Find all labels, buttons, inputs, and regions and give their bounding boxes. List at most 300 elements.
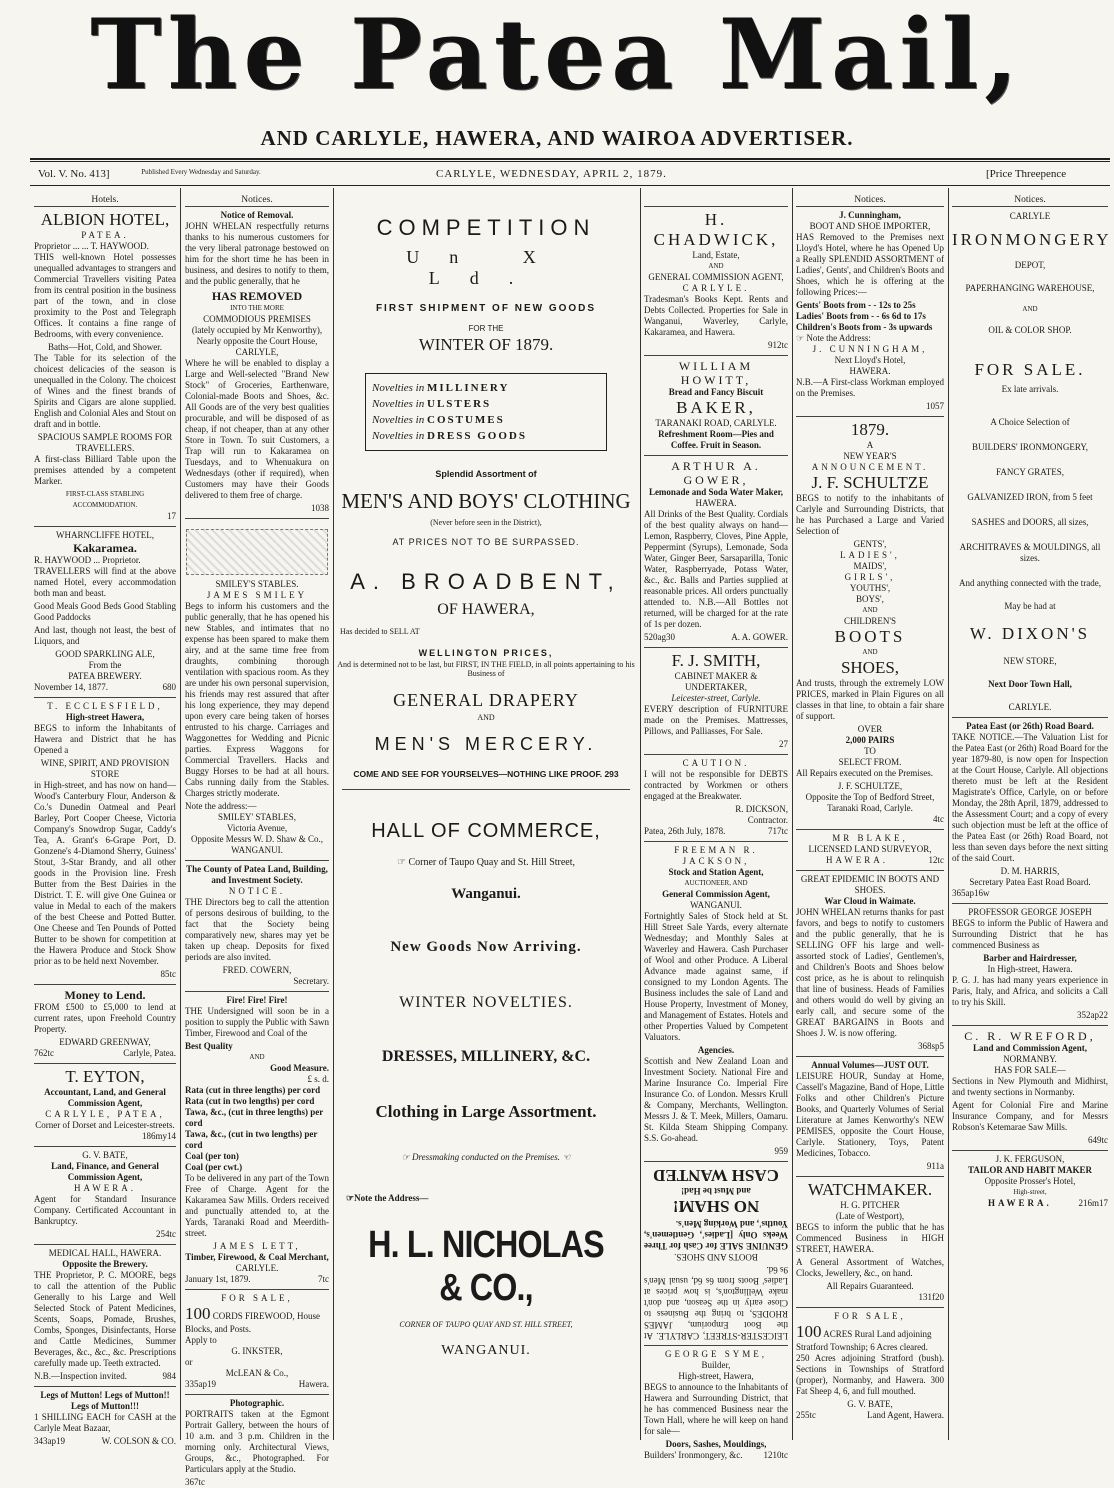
divider (796, 870, 944, 871)
broadbent-heading: A. BROADBENT, (350, 569, 622, 594)
ad-title: J. Cunningham, (839, 210, 901, 220)
ad-name: G. V. BATE, (847, 1399, 893, 1409)
wellington-prices-heading: WELLINGTON PRICES, (418, 648, 554, 658)
ad-number: 27 (779, 739, 788, 749)
ad-caption: SMILEY'S STABLES. (215, 579, 299, 589)
ad-title: C. R. WREFORD, (964, 1029, 1096, 1043)
ad-title: GEORGE SYME, (664, 1349, 767, 1359)
ad-body: Fortnightly Sales of Stock held at St. Hill Street Sale Yards, every alternate Wednesday; and Monthly Sales at Waverley and Hawera. Cash Purchaser of Wool and other Produce. A Liberal Advance made against same, if consigned to my London Agents. The Business includes the sale of Land and House Property, Investment of Money, and Management of Estates. Hotels and other Properties Valued by Competent Valuators. (644, 911, 788, 1042)
divider (34, 697, 176, 698)
ad-body: JOHN WHELAN returns thanks for past favors, and begs to notify to customers and the public generally, that he is SELLING OFF his large and well-assorted stock of Ladies', Gentlemen's, and Children's Boots and Shoes below cost price, as he is about to relinquish that line of business. Heads of Families and others would do well by giving an early call, and secure some of the GREAT BARGAINS in Boots and Shoes J. W. is now offering. (796, 907, 944, 1038)
ad-line: YOUTHS', (849, 583, 891, 593)
dateline: CARLYLE, WEDNESDAY, APRIL 2, 1879. (436, 168, 667, 180)
stables-engraving (186, 529, 328, 575)
ad-line: Corner of Dorset and Leicester-streets. (35, 1120, 175, 1130)
ad-body: Good Meals Good Beds Good Stabling Good Paddocks (34, 601, 176, 622)
ad-legs-of-mutton (34, 1390, 176, 1447)
ad-number: 131f20 (918, 1292, 944, 1302)
ad-name: H. G. PITCHER (840, 1200, 900, 1210)
come-and-see-line (336, 769, 636, 779)
novelty-lead: Novelties in (372, 414, 425, 426)
ad-date: Patea, 26th July, 1878. (644, 826, 726, 836)
ad-line: NEW STORE, (1003, 656, 1057, 666)
divider (644, 1345, 788, 1346)
ad-line: BUILDERS' IRONMONGERY, (972, 442, 1088, 452)
dressmaking-line (336, 1152, 636, 1163)
ad-body: Refreshment Room—Pies and Coffee. Fruit in Season. (658, 429, 774, 450)
ad-place: WANGANUI. (690, 900, 742, 910)
ad-subtitle: TAILOR AND HABIT MAKER (968, 1165, 1092, 1175)
ad-line: ANNOUNCEMENT. (811, 462, 929, 472)
column-centre-advertisements (336, 195, 636, 1440)
wanganui-heading: Wanganui. (451, 886, 521, 902)
ad-line: HAS FOR SALE— (994, 1065, 1066, 1075)
divider (796, 416, 944, 417)
ad-title: J. K. FERGUSON, (995, 1154, 1065, 1164)
novelty-line (372, 428, 600, 444)
divider (185, 1289, 329, 1290)
ad-body: THIS well-known Hotel possesses unequalled advantages to strangers and Commercial Travellers visiting Patea from its central position in the business part of the town, and in close proximity to the Post and Telegraph Offices. It contains a fine range of Bedrooms, with every convenience. (34, 252, 176, 339)
column-header: Notices. (796, 195, 944, 207)
ad-line: AND (249, 1053, 265, 1061)
divider (185, 1394, 329, 1395)
ad-place: CARLYLE. (235, 1263, 279, 1273)
ad-line: AND (862, 606, 878, 614)
divider (185, 860, 329, 861)
ad-proprietor: Proprietor ... ... T. HAYWOOD. (34, 241, 149, 251)
price-list (185, 1085, 329, 1173)
divider (185, 991, 329, 992)
wanganui-footer: WANGANUI. (441, 1343, 531, 1358)
ad-number: 649tc (1088, 1135, 1108, 1145)
ad-body: GENUINE SALE for Cash for Three Weeks Only [Ladies', Gentlemen's, Youths', and Working Men's. (644, 1219, 788, 1251)
divider (34, 1386, 176, 1387)
ad-body: BEGS to notify to the inhabitants of Carlyle and Surrounding Districts, that he has Purchased a Large and Varied Selection of (796, 493, 944, 536)
divider (796, 1307, 944, 1308)
ad-line: MAIDS', (853, 561, 887, 571)
ad-number: 911a (926, 1161, 944, 1171)
ad-place: Hawera. (298, 1379, 329, 1389)
column-rule (792, 188, 793, 1440)
ad-place: CARLYLE, PATEA, (45, 1109, 165, 1119)
ad-line: SASHES and DOORS, all sizes, (971, 517, 1089, 527)
ad-line: BOOTS AND SHOES. (674, 1252, 758, 1262)
masthead-rule-thin (30, 161, 1110, 162)
ad-subtitle: Agencies. (697, 1045, 735, 1055)
novelty-line (372, 396, 600, 412)
ad-land-sale (796, 1311, 944, 1421)
ad-line: And anything connected with the trade, (959, 578, 1101, 588)
ad-line: SMILEY' STABLES, (218, 812, 296, 822)
corner-text: Corner of Taupo Quay and St. Hill Street, (408, 857, 576, 868)
ad-title: ARTHUR A. GOWER, (671, 459, 761, 487)
ad-body: 250 Acres adjoining Stratford (bush). Sections in Townships of Stratford (proper), Normanby, and Hawera. 300 Fat Sheep 4, 6, and full mouthed. (796, 1353, 944, 1396)
ad-name: G. INKSTER, (231, 1346, 283, 1356)
ad-line: Opposite Messrs W. D. Shaw & Co., (190, 834, 323, 844)
ad-line: DEPOT, (1014, 260, 1046, 270)
ad-place: PATEA. (81, 230, 129, 240)
price-item: Coal (per ton) (185, 1151, 239, 1161)
ad-line: INTO THE MORE (230, 304, 284, 312)
divider (796, 1056, 944, 1057)
ad-body: FROM £500 to £5,000 to lend at current rates, upon Freehold Country Property. (34, 1002, 176, 1034)
new-goods-heading: New Goods Now Arriving. (390, 939, 582, 955)
ad-subtitle: LICENSED LAND SURVEYOR, (808, 844, 932, 854)
novelty-item: ULSTERS (427, 398, 492, 410)
novelty-item: DRESS GOODS (427, 430, 527, 442)
ad-place: CARLYLE. (682, 283, 750, 293)
ad-line: AUCTIONEER, AND (684, 879, 748, 887)
ad-body: And trusts, through the extremely LOW PRICES, marked in Plain Figures on all classes in that line, to obtain a fair share of support. (796, 678, 944, 721)
competition-heading: COMPETITION (376, 215, 596, 240)
ad-road-board (952, 721, 1108, 899)
ad-line: WINE, SPIRIT, AND PROVISION STORE (40, 758, 170, 779)
ad-line: SELECT FROM. (838, 757, 902, 767)
price-item: Gents' Boots from - - 12s to 25s (796, 300, 916, 310)
ad-line: 2,000 PAIRS (845, 735, 895, 745)
novelty-line (372, 380, 600, 396)
ad-body: And last, though not least, the best of Liquors, and (34, 625, 176, 646)
novelties-box (365, 373, 607, 451)
ad-line: All Repairs Guaranteed. (826, 1281, 914, 1291)
ad-subtitle: Timber, Firewood, & Coal Merchant, (185, 1252, 329, 1262)
ad-line: NEW YEAR'S (843, 451, 897, 461)
ad-number: 717tc (768, 826, 788, 836)
ad-quantity: 100 (185, 1304, 211, 1323)
ad-title: Patea East (or 26th) Road Board. (966, 721, 1094, 731)
ad-body: THE Proprietor, P. C. MOORE, begs to call the attention of the Public Generally to his Large and Well Selected Stock of Patent Medicines, Scents, Soaps, Pomade, Brushes, Combs, Sponges, Disinfectants, Horse and Cattle Medicines, Summer Beverages, &c., &c., &c. Prescriptions carefully made up. Teeth extracted. (34, 1270, 176, 1368)
novelty-lead: Novelties in (372, 430, 425, 442)
divider (34, 984, 176, 985)
ad-line: Opposite the Top of Bedford Street, (805, 792, 935, 802)
ad-caution (644, 758, 788, 837)
splendid-line: Splendid Assortment of (435, 469, 537, 479)
ad-line: FANCY GRATES, (995, 467, 1064, 477)
divider (34, 1063, 176, 1064)
ad-line: N.B.—Inspection invited. (34, 1371, 127, 1381)
ad-title: JAMES SMILEY (206, 590, 308, 600)
price: [Price Threepence (986, 168, 1067, 180)
ad-title: Notice of Removal. (220, 210, 294, 220)
ad-title: T. ECCLESFIELD, (47, 701, 163, 711)
ad-ecclesfield (34, 701, 176, 980)
ad-title: Money to Lend. (64, 988, 146, 1002)
ad-body: A General Assortment of Watches, Clocks, Jewellery, &c., on hand. (796, 1257, 944, 1278)
unxld-heading: Un X Ld. (406, 247, 566, 288)
ad-body: LEISURE HOUR, Sunday at Home, Cassell's Magazine, Band of Hope, Little Folks and other Children's Picture Books, and Quarterly Volumes of Serial Literature at James Kenworthy's NEW PEMISES, opposite the Court House, Carlyle. Stationery, Toys, Patent Medicines, Tobacco. (796, 1071, 944, 1158)
ad-chadwick (644, 210, 788, 351)
ad-line: Apply to (185, 1335, 217, 1345)
ad-date: January 1st, 1879. (185, 1274, 251, 1284)
ad-firewood-sale (185, 1293, 329, 1390)
ad-body: ACRES Rural Land adjoining Stratford Township; 6 Acres cleared. (796, 1329, 932, 1352)
ad-body: Tradesman's Books Kept. Rents and Debts Collected. Properties for Sale in Wanganui, Waverley, Carlyle, Kakaramea, and Hawera. (644, 294, 788, 337)
price-item: Tawa, &c., (cut in three lengths) per cord (185, 1107, 324, 1128)
divider (952, 1025, 1108, 1026)
clothing-heading: Clothing in Large Assortment. (375, 1102, 597, 1121)
column-notices-3 (796, 195, 944, 1440)
ad-body: EVERY description of FURNITURE made on the Premises. Mattresses, Pillows, and Palliasses, For Sale. (644, 704, 788, 736)
ad-number: 17 (167, 511, 176, 521)
newspaper-title: The Patea Mail, (90, 0, 1024, 111)
ad-line: GIRLS', (844, 572, 896, 582)
ad-annual-volumes (796, 1060, 944, 1172)
ad-place: WANGANUI. (231, 845, 283, 855)
ad-number: 984 (162, 1371, 176, 1381)
winter-heading: WINTER OF 1879. (418, 335, 554, 354)
ad-number: 959 (774, 1146, 788, 1156)
ad-line: OVER (857, 724, 883, 734)
divider (644, 647, 788, 648)
general-drapery-heading: GENERAL DRAPERY (393, 690, 579, 710)
ad-gower (644, 459, 788, 643)
ad-place: Taranaki Road, Carlyle. (827, 803, 913, 813)
ad-subtitle: Land, Finance, and General Commission Agent, (51, 1161, 159, 1182)
ad-body: All Drinks of the Best Quality. Cordials of the best quality always on hand—Lemon, Raspberry, Cloves, Pine Apple, Peppermint (Syrups), Lemonade, Soda Water, Ginger Beer, Sarsaparilla, Tonic Water, Raspberryade, Potass Water, &c., &c. Balls and Parties supplied at reasonable prices. All orders punctually attended to. N.B.—All Bottles not returned, will be charged for at the rate of 1s per dozen. (644, 509, 788, 629)
ad-title: FOR SALE, (834, 1311, 906, 1321)
nicholas-heading: H. L. NICHOLAS & CO., (368, 1224, 604, 1309)
ad-subtitle: GENERAL COMMISSION AGENT, (648, 272, 784, 282)
ad-name: FRED. COWERN, (222, 965, 292, 975)
ad-number: 1038 (311, 503, 329, 513)
ad-body: BEGS to announce to the Inhabitants of Hawera and Surrounding District, that he has commenced Business near the Town Hall, where he will keep on hand for sale— (644, 1382, 788, 1436)
novelty-item: COSTUMES (427, 414, 505, 426)
ad-title: J. F. SCHULTZE (811, 473, 929, 492)
ad-place: Carlyle, Patea. (123, 1048, 176, 1058)
ad-body: The Table for its selection of the choicest delicacies of the season is unequalled in the Colony. The choicest of Wines and the finest brands of Spirits and Cigars are alone supplied. English and Colonial Ales and Stout on draft and in bottle. (34, 353, 176, 429)
ad-body: in High-street, and has now on hand—Wood's Canterbury Flour, Anderson & Co.'s Dunedin Oatmeal and Pearl Barley, Port Cooper Cheese, Victoria Company's Snowdrop Sugar, Caddy's Tea, A. Grant's 6-Grape Port, D. Gonzene's 4-Diamond Sherry, Guiness' Stout, 3-Star Brandy, and all other goods in the Provision line. Fresh Butter from the Best Dairies in the District. T. E. will give One Guinea or value in Medal to each of the makers of the best Cheese and Potted Butter. One Cheese and Ten Pounds of Potted Butter to be shown for competition at the Hawera Produce and Stock Show prior as to be held next November. (34, 780, 176, 966)
ad-body: BEGS to inform the Public of Hawera and Surrounding District that he has commenced Business as (952, 918, 1108, 950)
ad-place: CARLYLE, (235, 347, 279, 357)
ad-line: NO SHAM! (672, 1197, 760, 1216)
ad-body: To be delivered in any part of the Town Free of Charge. Agent for the Kakaramea Saw Mills. Orders received and punctually attended to, at the Yards, Taranaki Road and Meerdith-street. (185, 1173, 329, 1238)
ad-place: High-street, Hawera, (678, 1371, 754, 1381)
masthead-rule (30, 158, 1110, 160)
volume-number: Vol. V. No. 413] (38, 168, 110, 180)
divider (644, 455, 788, 456)
ad-body: TRAVELLERS will find at the above named Hotel, every accommodation both man and beast. (34, 566, 176, 598)
and-line: AND (477, 713, 495, 722)
ad-body: N.B.—A First-class Workman employed on the Premises. (796, 377, 944, 398)
ad-body: THE Directors beg to call the attention of persons desirous of building, to the fact that the Society being comparatively new, shares may yet be taken up cheap. Deposits for fixed periods are also invited. (185, 897, 329, 962)
ad-place: HAWERA. (826, 855, 889, 865)
ad-line: FIRST-CLASS STABLING ACCOMMODATION. (65, 490, 145, 509)
ad-line: OIL & COLOR SHOP. (988, 325, 1072, 335)
ad-subtitle: General Commission Agent, (662, 889, 770, 899)
divider (644, 1161, 788, 1162)
ad-number: 85tc (160, 969, 176, 979)
divider (796, 829, 944, 830)
ad-line: Opposite Prosser's Hotel, (984, 1176, 1076, 1186)
ad-place: HAWERA. (988, 1198, 1052, 1208)
divider (796, 1176, 944, 1177)
divider (952, 1150, 1108, 1151)
ad-body: JOHN WHELAN respectfully returns thanks to his numerous customers for the very liberal patronage bestowed on him for the short time he has been in business, and desires to notify to them, and the public generally, that he (185, 221, 329, 286)
ad-line: Baths—Hot, Cold, and Shower. (48, 342, 162, 352)
ad-place: Kakaramea. (73, 541, 137, 555)
ad-line: PATEA BREWERY. (68, 671, 142, 681)
ad-number: 7tc (318, 1274, 329, 1284)
ad-jackson (644, 845, 788, 1157)
ad-name: EDWARD GREENWAY, (59, 1037, 151, 1047)
ad-line: ARCHITRAVES & MOULDINGS, all sizes. (959, 542, 1101, 563)
hall-of-commerce-heading: HALL OF COMMERCE, (371, 820, 601, 842)
ad-line: BOOTS (834, 627, 906, 646)
ad-number: 186my14 (141, 1131, 176, 1141)
ad-blake (796, 833, 944, 866)
ad-subtitle: BOOT AND SHOE IMPORTER, (809, 221, 931, 231)
ad-line: Doors, Sashes, Mouldings, (665, 1439, 767, 1449)
ad-line: Note the address:— (185, 801, 257, 811)
ad-whelan-epidemic (796, 874, 944, 1052)
note-line (796, 333, 944, 344)
column-rule (333, 188, 334, 1440)
pointing-hand-icon: ☞ (796, 333, 805, 343)
ad-line: LADIES', (840, 550, 900, 560)
ad-place: CARLYLE (1009, 211, 1051, 221)
pointing-hand-icon: ☜ (562, 1152, 571, 1162)
ad-number: 1057 (926, 401, 944, 411)
ad-subtitle: (Late of Westport), (835, 1211, 905, 1221)
ad-place: High-street Hawera, (65, 712, 145, 722)
ad-body: Agent for Standard Insurance Company. Certificated Accountant in Bankruptcy. (34, 1194, 176, 1226)
ad-line: From the (88, 660, 122, 670)
ad-title: ALBION HOTEL, (40, 210, 170, 229)
ad-title: Fire! Fire! Fire! (226, 995, 288, 1005)
ad-line: May be had at (1004, 601, 1056, 611)
ad-name: W. COLSON & CO. (101, 1436, 176, 1446)
ad-date: November 14, 1877. (34, 682, 108, 692)
first-shipment-heading: FIRST SHIPMENT OF NEW GOODS (375, 303, 597, 314)
price-item: Rata (cut in three lengths) per cord (185, 1085, 321, 1095)
novelty-line (372, 412, 600, 428)
ad-place: In High-street, Hawera. (987, 964, 1073, 974)
ad-body: TAKE NOTICE.—The Valuation List for the Patea East (or 26th) Road Board for the year 1879-80, is now open for Inspection at the Court House, Carlyle. All objections thereto must be left at the Resident Magistrate's Office, Carlyle, on or before Monday, the 28th April, 1879, addressed to the Assessment Court; and a copy of every such objection must be left at the office of the Patea East (or 26th) Road Board, not less than seven days before the next sitting of the said Court. (952, 732, 1108, 863)
ad-line: HAS REMOVED (211, 289, 303, 303)
newspaper-subtitle: AND CARLYLE, HAWERA, AND WAIROA ADVERTISER. (260, 126, 854, 150)
ad-body: THE Undersigned will soon be in a position to supply the Public with Sawn Timber, Firewood and Coal of the (185, 1006, 329, 1038)
pointing-hand-icon: ☞ (401, 1152, 410, 1162)
pointing-hand-icon: ☞ (346, 1193, 355, 1203)
ad-albion-hotel (34, 210, 176, 522)
ad-number: 335ap19 (185, 1379, 216, 1389)
ad-subtitle: Land and Commission Agent, (972, 1043, 1088, 1053)
pointing-hand-icon: ☞ (396, 857, 406, 868)
ad-line: Ex late arrivals. (1001, 384, 1059, 394)
ad-body: All Repairs executed on the Premises. (796, 768, 933, 778)
ad-number: 216m17 (1078, 1198, 1108, 1208)
ad-title: PROFESSOR GEORGE JOSEPH (968, 907, 1092, 917)
ad-line: (lately occupied by Mr Kenworthy), Nearly opposite the Court House, (191, 325, 323, 346)
ad-fire (185, 995, 329, 1285)
ad-line: Land Agent, Hawera. (867, 1410, 944, 1420)
column-notices-2 (644, 195, 788, 1460)
ad-building-society (185, 864, 329, 987)
column-header: Notices. (185, 195, 329, 207)
ad-body: I will not be responsible for DEBTS contracted by Workmen or others engaged at the Breakwater. (644, 769, 788, 801)
ad-watchmaker (796, 1180, 944, 1303)
ad-body: 1 SHILLING EACH for CASH at the Carlyle Meat Bazaar, (34, 1412, 176, 1433)
ad-title: WILLIAM HOWITT, (678, 359, 754, 387)
ad-number: 254tc (156, 1229, 176, 1239)
ad-professor-joseph (952, 907, 1108, 1021)
ad-cunningham (796, 210, 944, 412)
ad-subtitle: CABINET MAKER & UNDERTAKER, (674, 671, 758, 692)
divider (342, 789, 630, 790)
ad-line: AND (1022, 305, 1038, 313)
ad-place: TARANAKI ROAD, CARLYLE. (655, 418, 777, 428)
ad-line: and Must be Had! (681, 1186, 751, 1196)
ad-title: FREEMAN R. JACKSON, (674, 845, 758, 866)
price-item: Rata (cut in two lengths) per cord (185, 1096, 315, 1106)
ad-dixon-ironmongery (952, 211, 1112, 713)
ad-name: McLEAN & Co., (225, 1368, 289, 1378)
ad-name: J. F. SCHULTZE, (837, 781, 903, 791)
ad-eyton (34, 1067, 176, 1142)
ad-line: CHILDREN'S (843, 616, 897, 626)
ad-line: BOYS', (856, 594, 884, 604)
decided-line: Has decided to SELL AT (340, 627, 420, 636)
ad-notice-of-removal (185, 210, 329, 514)
divider (644, 841, 788, 842)
ad-body: PORTRAITS taken at the Egmont Portrait Gallery, between the hours of 10 a.m. and 3 p.m. Children in the morning only. Architectural Views, Groups, &c., Photographed. For Particulars apply at the Studio. (185, 1409, 329, 1474)
ad-quantity: 100 (796, 1322, 822, 1341)
corner-line-2: CORNER OF TAUPO QUAY AND ST. HILL STREET, (399, 1320, 573, 1329)
ad-title: IRONMONGERY (952, 230, 1112, 249)
dresses-millinery-heading: DRESSES, MILLINERY, &C. (381, 1048, 591, 1065)
ad-schultze (796, 420, 944, 825)
ad-number: 255tc (796, 1410, 816, 1420)
ad-number: 367tc (185, 1477, 205, 1487)
ad-number: 352ap22 (1077, 1010, 1108, 1020)
ad-subtitle: Stock and Station Agent, (668, 867, 764, 877)
ad-title: Photographic. (229, 1398, 285, 1408)
ad-body: Begs to inform his customers and the public generally, that he has opened his new Stables, and intimates that no expense has been spared to make them airy, and at the same time free from draughts, combining thorough ventilation with spacious room. As they are under his own personal supervision, his friends may rest assured that after his long experience, they may depend upon every care being taken of horses entrusted to his charge. Carriages and Waggonettes for Wedding and Picnic parties. Express Waggons for Commercial Travellers. Hacks and Buggy Horses to be had at all hours. Cabs running daily from the Stables. Charges strictly moderate. (185, 601, 329, 798)
ad-bate (34, 1150, 176, 1240)
column-notices-4 (952, 195, 1112, 1440)
ad-line: A Choice Selection of (990, 417, 1070, 427)
ad-line: BAKER, (676, 398, 756, 417)
determined-line: And is determined not to be last, but FIRST, IN THE FIELD, in all points appertaining to his Business of (337, 660, 635, 678)
column-header (644, 195, 788, 207)
ad-line: Next Door Town Hall, (988, 679, 1072, 689)
note-address-text: Note the Address— (354, 1193, 429, 1203)
ad-title: CAUTION. (682, 758, 750, 768)
ad-line: COMMODIOUS PREMISES (203, 314, 311, 324)
ad-number: 293 (604, 769, 619, 779)
ad-line: A (866, 440, 874, 450)
ad-body: Sections in New Plymouth and Midhirst, and twenty sections in Normanby. (952, 1076, 1108, 1097)
ad-smith (644, 651, 788, 750)
column-header: Notices. (952, 195, 1108, 207)
ad-line: PAPERHANGING WAREHOUSE, (965, 283, 1095, 293)
ad-name: W. DIXON'S (969, 624, 1091, 643)
ad-line: High-street, (1013, 1188, 1047, 1196)
column-rule (180, 188, 181, 1440)
ad-title: Annual Volumes—JUST OUT. (811, 1060, 929, 1070)
mens-mercery-heading: MEN'S MERCERY. (374, 734, 598, 754)
ad-subtitle: Lemonade and Soda Water Maker, (648, 487, 784, 497)
ad-title: GREAT EPIDEMIC IN BOOTS AND SHOES. (800, 874, 940, 895)
ad-name: A. A. GOWER. (731, 632, 788, 642)
ad-place: HAWERA. (73, 1183, 137, 1193)
ad-number: 680 (162, 682, 176, 692)
ad-name: J. CUNNINGHAM, (812, 344, 928, 354)
mens-clothing-heading: MEN'S AND BOYS' CLOTHING (341, 489, 631, 513)
ad-body: P. G. J. has had many years experience in Paris, Italy, and Africa, and solicits a Call to try his Skill. (952, 975, 1108, 1007)
ad-wharncliffe-hotel (34, 530, 176, 693)
price-item: Children's Boots from - 3s upwards (796, 322, 933, 332)
